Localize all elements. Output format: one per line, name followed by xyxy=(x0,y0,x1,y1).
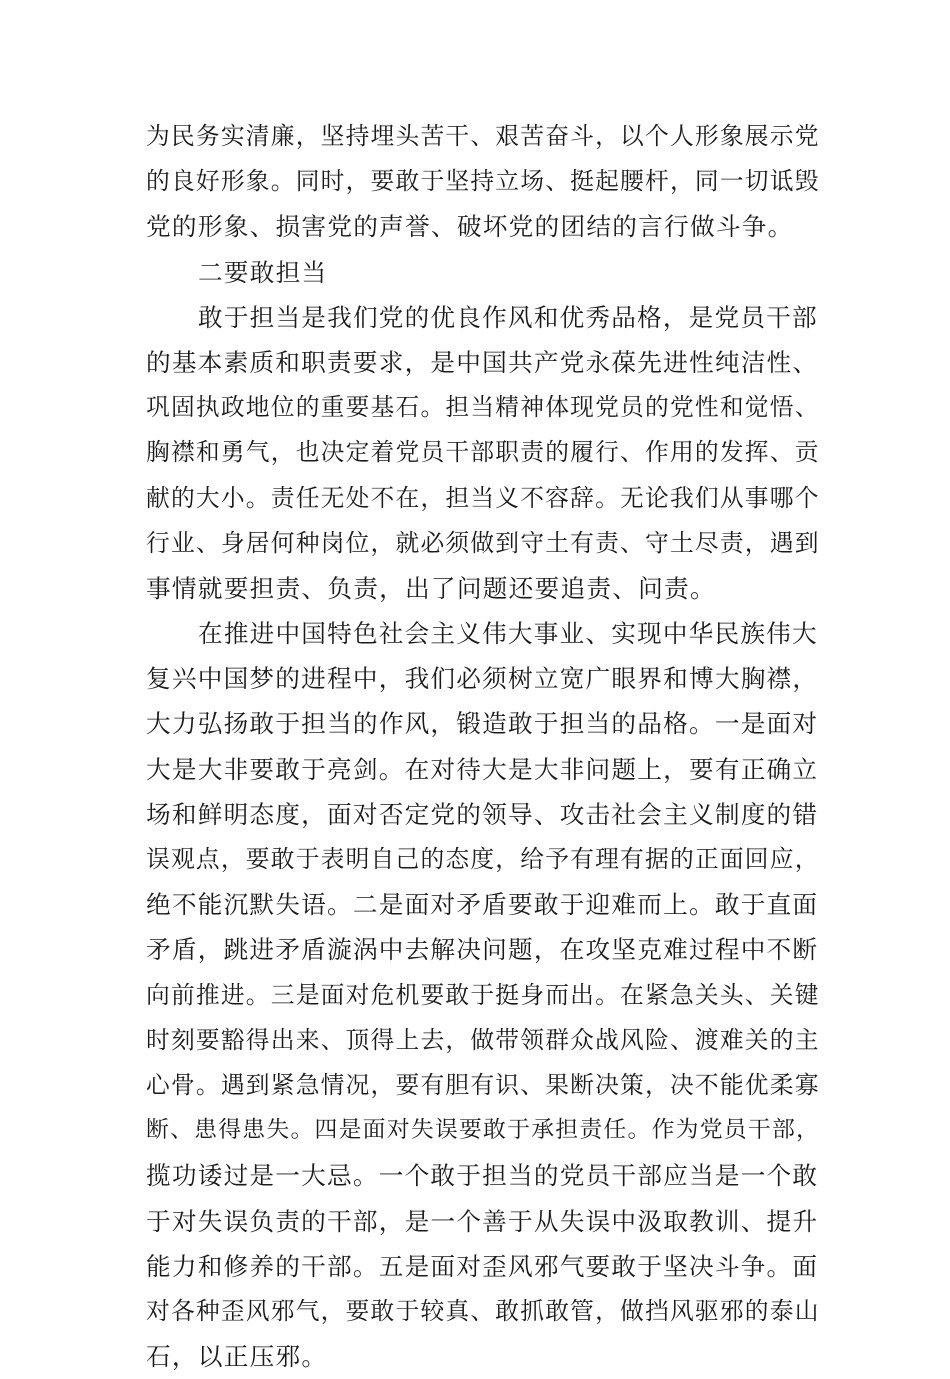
text-line: 大力弘扬敢于担当的作风，锻造敢于担当的品格。一是面对 xyxy=(146,709,819,739)
paragraph-first-line: 敢于担当是我们党的优良作风和优秀品格，是党员干部 xyxy=(198,302,818,332)
text-line: 矛盾，跳进矛盾漩涡中去解决问题，在攻坚克难过程中不断 xyxy=(146,935,819,965)
text-line: 的基本素质和职责要求，是中国共产党永葆先进性纯洁性、 xyxy=(146,347,819,377)
paragraph-first-line: 在推进中国特色社会主义伟大事业、实现中华民族伟大 xyxy=(198,619,818,649)
text-line: 献的大小。责任无处不在，担当义不容辞。无论我们从事哪个 xyxy=(146,483,820,512)
text-line: 石，以正压邪。 xyxy=(146,1342,328,1372)
text-line: 时刻要豁得出来、顶得上去，做带领群众战风险、渡难关的主 xyxy=(146,1025,820,1054)
text-line: 断、患得患失。四是面对失误要敢于承担责任。作为党员干部， xyxy=(146,1117,821,1144)
text-line: 复兴中国梦的进程中，我们必须树立宽广眼界和博大胸襟， xyxy=(146,664,819,694)
text-line: 巩固执政地位的重要基石。担当精神体现党员的党性和觉悟、 xyxy=(146,393,820,422)
text-line: 胸襟和勇气，也决定着党员干部职责的履行、作用的发挥、贡 xyxy=(146,438,820,467)
paragraph-first-line: 二要敢担当 xyxy=(198,257,328,287)
document-body xyxy=(146,114,826,1379)
text-line: 能力和修养的干部。五是面对歪风邪气要敢于坚决斗争。面 xyxy=(146,1251,819,1281)
text-line: 场和鲜明态度，面对否定党的领导、攻击社会主义制度的错 xyxy=(146,799,819,829)
text-line: 绝不能沉默失语。二是面对矛盾要敢于迎难而上。敢于直面 xyxy=(146,890,819,920)
text-line: 向前推进。三是面对危机要敢于挺身而出。在紧急关头、关键 xyxy=(146,980,820,1009)
text-line: 大是大非要敢于亮剑。在对待大是大非问题上，要有正确立 xyxy=(146,754,819,784)
text-line: 心骨。遇到紧急情况，要有胆有识、果断决策，决不能优柔寡 xyxy=(146,1070,820,1099)
text-line: 的良好形象。同时，要敢于坚持立场、挺起腰杆，同一切诋毁 xyxy=(146,167,820,196)
text-line: 事情就要担责、负责，出了问题还要追责、问责。 xyxy=(146,573,716,603)
text-line: 党的形象、损害党的声誉、破坏党的团结的言行做斗争。 xyxy=(146,212,794,242)
text-line: 误观点，要敢于表明自己的态度，给予有理有据的正面回应， xyxy=(146,845,820,873)
text-line: 对各种歪风邪气，要敢于较真、敢抓敢管，做挡风驱邪的泰山 xyxy=(146,1296,820,1325)
text-line: 揽功诿过是一大忌。一个敢于担当的党员干部应当是一个敢 xyxy=(146,1161,819,1191)
text-line: 行业、身居何种岗位，就必须做到守土有责、守土尽责，遇到 xyxy=(146,528,820,557)
text-line: 于对失误负责的干部，是一个善于从失误中汲取教训、提升 xyxy=(146,1206,819,1236)
text-line: 为民务实清廉，坚持埋头苦干、艰苦奋斗，以个人形象展示党 xyxy=(146,122,820,150)
